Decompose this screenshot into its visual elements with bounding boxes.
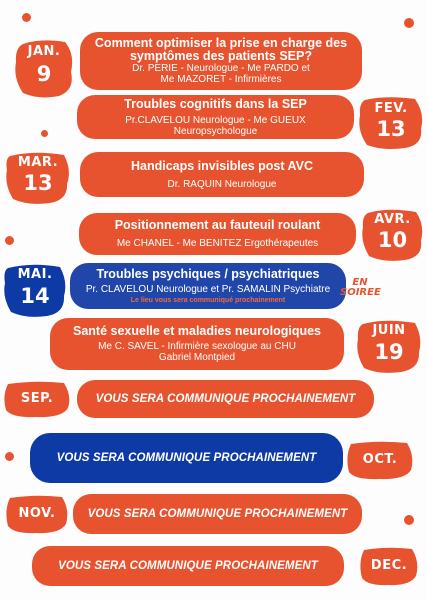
event-speakers: Dr. PERIE - Neurologue - Me PARDO et Me MAZORET - Infirmières [132, 63, 310, 85]
date-badge-fev [357, 95, 425, 150]
decorative-dot [404, 515, 414, 525]
event-speakers: Pr. CLAVELOU Neurologue et Pr. SAMALIN Psychiatre [85, 283, 331, 295]
decorative-dot [22, 13, 31, 22]
event-title: Handicaps invisibles post AVC [131, 158, 313, 173]
event-title: VOUS SERA COMMUNIQUE PROCHAINEMENT [58, 560, 318, 572]
event-speakers: Pr.CLAVELOU Neurologue - Me GUEUX Neuropsychologue [125, 114, 306, 137]
badge-month: MAR. [17, 155, 59, 170]
badge-month: DEC. [370, 558, 408, 573]
event-speakers: Me C. SAVEL - Infirmière sexologue au CHU Gabriel Montpied [98, 341, 296, 363]
event-card-fev [77, 95, 354, 139]
date-badge-dec [358, 546, 420, 586]
badge-month: JUIN [372, 323, 406, 338]
decorative-dot [5, 452, 14, 461]
event-title: Comment optimiser la prise en charge des symptômes des patients SEP? [94, 36, 348, 63]
date-badge-mai [2, 262, 68, 318]
badge-month: JAN. [27, 44, 61, 59]
badge-month: SEP. [20, 391, 54, 406]
decorative-dot [5, 236, 14, 245]
badge-month: NOV. [18, 506, 56, 521]
date-badge-juin [355, 318, 423, 374]
event-card-nov [73, 494, 362, 534]
date-badge-oct [345, 440, 415, 480]
badge-day: 13 [23, 171, 53, 195]
event-card-sep [77, 380, 374, 418]
decorative-dot [404, 18, 414, 28]
decorative-dot [41, 130, 48, 137]
badge-month: OCT. [362, 452, 398, 467]
badge-month: FEV. [374, 101, 408, 116]
evening-tag-text: EN SOIREE [340, 277, 381, 298]
event-title: Troubles cognitifs dans la SEP [124, 96, 307, 111]
event-title: Positionnement au fauteuil roulant [114, 218, 321, 232]
event-speakers: Dr. RAQUIN Neurologue [167, 178, 277, 190]
badge-day: 10 [377, 228, 408, 252]
badge-day: 14 [20, 284, 50, 308]
date-badge-sep [2, 380, 72, 418]
date-badge-mar [4, 150, 72, 205]
event-card-oct [30, 433, 343, 483]
badge-month: AVR. [374, 212, 411, 227]
event-title: VOUS SERA COMMUNIQUE PROCHAINEMENT [87, 508, 348, 520]
badge-month: MAI. [17, 267, 53, 282]
event-card-mar [80, 152, 364, 197]
event-speakers: Me CHANEL - Me BENITEZ Ergothérapeutes [116, 238, 319, 249]
event-location-note: Le lieu vous sera communiqué prochainement [130, 296, 286, 304]
date-badge-nov [4, 494, 70, 534]
event-title: Santé sexuelle et maladies neurologiques [72, 324, 321, 338]
event-card-avr [79, 213, 356, 255]
event-card-jan [80, 32, 362, 90]
event-card-dec [32, 546, 344, 586]
badge-day: 19 [374, 340, 404, 364]
evening-tag [340, 278, 380, 298]
event-title: VOUS SERA COMMUNIQUE PROCHAINEMENT [56, 452, 317, 464]
date-badge-jan [13, 38, 75, 98]
event-card-mai [70, 263, 346, 309]
badge-day: 9 [36, 62, 52, 86]
badge-day: 13 [376, 117, 406, 141]
event-card-juin [50, 318, 344, 370]
event-title: VOUS SERA COMMUNIQUE PROCHAINEMENT [95, 393, 356, 405]
event-title: Troubles psychiques / psychiatriques [96, 266, 320, 281]
date-badge-avr [360, 207, 425, 262]
